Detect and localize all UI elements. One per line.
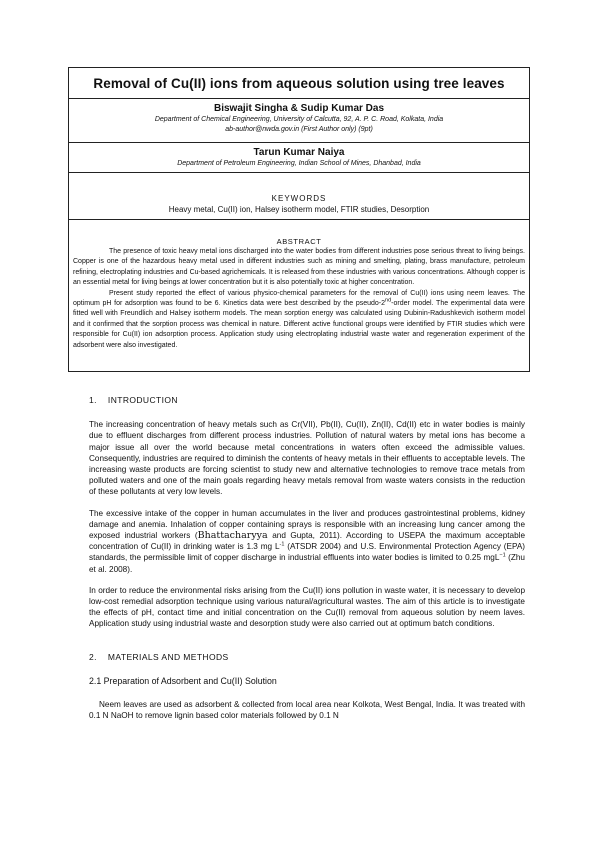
intro-paragraph-3: In order to reduce the environmental risks arising from the Cu(II) ions pollution in waste water, it is necessary to develop low-cost remedial adsorption technique using various natural/agricultural wastes. The aim of this article is to investigate the effects of pH, contact time and initial concentration on the Cu(II) removal from aqueous solution by neem laves. Application study using industrial waste and desorption study were also carried out at optimum batch conditions. (89, 585, 525, 629)
affiliation-2: Department of Petroleum Engineering, Indian School of Mines, Dhanbad, India (177, 160, 421, 167)
intro-paragraph-2 (89, 508, 525, 575)
authors-cell-2 (69, 143, 529, 173)
author-contact: ab-author@nwda.gov.in (First Author only) (9pt) (225, 126, 373, 133)
intro-p2-part-b: and Gupta, 2011). According to USEPA the maximum acceptable concentration of Cu(II) in drinking water is 1.3 mg L (89, 531, 525, 552)
abstract-body (73, 247, 525, 351)
citation-author: Bhattacharyya (197, 530, 268, 542)
abstract-heading: ABSTRACT (276, 237, 322, 246)
methods-paragraph-1: Neem leaves are used as adsorbent & collected from local area near Kolkota, West Bengal, India. It was treated with 0.1 N NaOH to remove lignin based color materials followed by 0.1 N (89, 700, 525, 721)
abstract-paragraph-2 (73, 289, 525, 351)
intro-p2-part-a: The excessive intake of the copper in human accumulates in the liver and produces gastrointestinal problems, kidney damage and anemia. Inhalation of copper containing sprays is responsible with an increasing lung cancer among the exposed industrial workers ( (89, 508, 525, 541)
abstract-p2-superscript: nd (385, 297, 392, 304)
subsection-2-1-heading: 2.1 Preparation of Adsorbent and Cu(II) Solution (89, 675, 277, 686)
title-block (68, 67, 530, 372)
keywords-heading: KEYWORDS (271, 194, 327, 203)
authors-cell-1 (69, 99, 529, 143)
section-2-heading: 2. MATERIALS AND METHODS (89, 651, 229, 662)
author-names-1: Biswajit Singha & Sudip Kumar Das (213, 103, 385, 114)
intro-p2-part-d: (Zhu et al. 2008). (89, 553, 525, 574)
affiliation-1: Department of Chemical Engineering, University of Calcutta, 92, A. P. C. Road, Kolkata, India (154, 116, 444, 123)
abstract-paragraph-1: The presence of toxic heavy metal ions discharged into the water bodies from different industries pose serious threat to living beings. Copper is one of the hazardous heavy metal used in different industries such as mining and smelting, plating, brass manufacture, petroleum refining, electroplating industries and Cu-based agrichemicals. It is released from these industries with various concentrations. Although copper is an essential metal for living beings at lower concentration but it is also potentially toxic at higher concentration. (73, 248, 525, 287)
body-content (89, 395, 525, 731)
unit-superscript-2: −1 (499, 552, 506, 559)
abstract-p2-part-a: Present study reported the effect of various physico-chemical parameters for the removal of Cu(II) ions using neem leaves. The optimum pH for adsorption was found to be 6. Kinetics data were best described by the pseudo-2 (73, 289, 525, 308)
intro-paragraph-1: The increasing concentration of heavy metals such as Cr(VII), Pb(II), Cu(II), Zn(II), Cd(II) etc in water bodies is mainly due to effluent discharges from different process industries. Pollution of natural waters by metal ions has become a major issue all over the world because metal concentrations in waters often exceed the admissible values. Consequently, industries are required to diminish the contents of heavy metals in their effluents to acceptable levels. The increasing waste products are forcing scientist to study new and alternative technologies to remove trace metals from polluted waters and one of the main goals regarding heavy metals removal from waste waters consists in the reduction of these pollutants at very low levels. (89, 420, 526, 497)
unit-superscript-1: -1 (279, 541, 285, 548)
abstract-p2-part-b: -order model. The experimental data were fitted well with Freundlich and Halsey isotherm models. The mean sorption energy was calculated using Dubinin-Radushkevich isotherm model and it confirmed that the sorption process was chemical in nature. Different active functional groups were identified by FTIR studies which were responsible for Cu(II) ion adsorption process. Application study using electroplating industrial waste water and regeneration experiment of the adsorbent were also investigated. (73, 300, 525, 349)
paper-title: Removal of Cu(II) ions from aqueous solution using tree leaves (93, 75, 505, 91)
abstract-cell (69, 220, 529, 371)
section-1-heading: 1. INTRODUCTION (89, 395, 178, 405)
title-cell (69, 68, 529, 99)
keywords-text: Heavy metal, Cu(II) ion, Halsey isotherm model, FTIR studies, Desorption (168, 205, 430, 214)
keywords-cell (69, 173, 529, 220)
author-names-2: Tarun Kumar Naiya (253, 147, 345, 158)
intro-p2-part-c: (ATSDR 2004) and U.S. Environmental Protection Agency (EPA) standards, the permissible limit of copper discharge in industrial effluents into water bodies is limited to 0.25 mgL (89, 542, 526, 563)
